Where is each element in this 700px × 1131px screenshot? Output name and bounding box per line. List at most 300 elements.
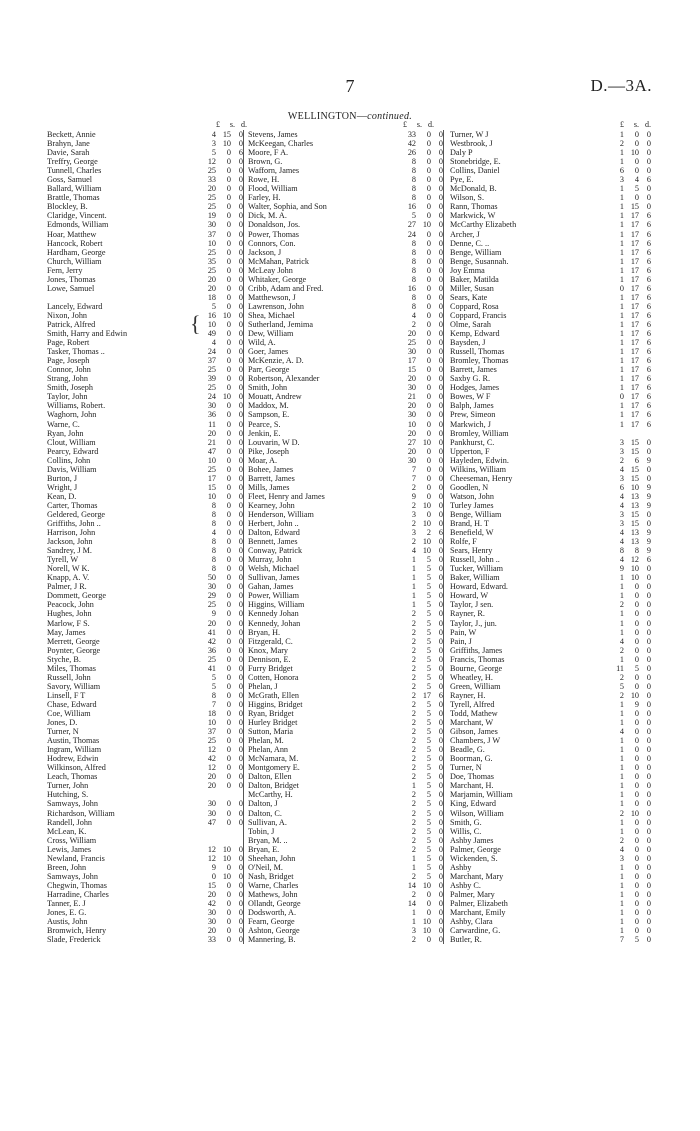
list-item <box>47 456 244 465</box>
entry-amount <box>604 202 651 211</box>
entry-name: Mills, James <box>248 482 290 492</box>
entry-name: Phelan, M. <box>248 736 284 746</box>
pence-value: 0 <box>646 926 651 936</box>
pounds-value: 26 <box>407 148 416 158</box>
pounds-value: 10 <box>207 238 216 248</box>
entry-amount <box>604 691 651 700</box>
shillings-value: 0 <box>226 627 231 637</box>
pence-value: 6 <box>646 256 651 266</box>
shillings-value: 5 <box>426 817 431 827</box>
pounds-value: 4 <box>619 491 624 501</box>
list-item <box>47 872 244 881</box>
shillings-value: 15 <box>222 130 231 139</box>
entry-name: Fleet, Henry and James <box>248 491 325 501</box>
list-item <box>450 582 651 591</box>
pounds-value: 14 <box>407 898 416 908</box>
pence-value: 0 <box>431 239 444 248</box>
shillings-value: 0 <box>226 718 231 728</box>
shillings-value: 0 <box>226 690 231 700</box>
pence-value: 0 <box>646 564 651 574</box>
pence-value: 0 <box>431 420 444 429</box>
list-item <box>248 202 444 211</box>
pounds-value: 2 <box>411 319 416 329</box>
pounds-value: 42 <box>407 139 416 149</box>
pence-value: 0 <box>231 320 244 329</box>
shillings-value: 0 <box>426 401 431 411</box>
list-item <box>47 682 244 691</box>
pence-value: 0 <box>231 682 244 691</box>
list-item <box>450 700 651 709</box>
entry-amount <box>604 248 651 257</box>
entry-amount <box>396 899 444 908</box>
pence-value: 0 <box>231 429 244 438</box>
shillings-value: 0 <box>226 727 231 737</box>
shillings-value: 17 <box>630 229 639 239</box>
shillings-value: 5 <box>426 636 431 646</box>
entry-amount <box>396 184 444 193</box>
shillings-value: 0 <box>634 926 639 936</box>
shillings-value: 17 <box>630 356 639 366</box>
entry-amount <box>604 293 651 302</box>
shillings-value: 10 <box>422 500 431 510</box>
pounds-value: 1 <box>619 826 624 836</box>
pence-value: 0 <box>231 736 244 745</box>
brace-mark: { <box>190 311 201 336</box>
pounds-value: 3 <box>411 926 416 936</box>
pounds-value: 25 <box>207 265 216 275</box>
entry-amount <box>604 383 651 392</box>
entry-amount <box>196 139 244 148</box>
column-4 <box>450 130 651 944</box>
entry-amount <box>196 302 244 311</box>
pence-value: 0 <box>231 582 244 591</box>
list-item <box>47 401 244 410</box>
entry-name: McLeay John <box>248 265 293 275</box>
entry-amount <box>396 329 444 338</box>
pounds-value <box>196 836 216 845</box>
entry-amount <box>396 257 444 266</box>
shillings-value: 4 <box>634 175 639 185</box>
entry-name: Wickenden, S. <box>450 853 498 863</box>
pounds-value: 6 <box>619 482 624 492</box>
pounds-value: 1 <box>619 265 624 275</box>
entry-name: Dalton, J <box>248 799 278 809</box>
entry-name: Stevens, James <box>248 130 298 139</box>
entry-amount <box>196 329 244 338</box>
pounds-value: 1 <box>619 202 624 212</box>
list-item <box>450 790 651 799</box>
entry-amount <box>396 537 444 546</box>
pounds-value: 2 <box>411 790 416 800</box>
pence-value: 6 <box>646 401 651 411</box>
shillings-value: 0 <box>226 338 231 348</box>
entry-amount <box>396 220 444 229</box>
entry-name: Church, William <box>47 256 102 266</box>
pounds-value: 6 <box>619 166 624 176</box>
shillings-value: 13 <box>630 491 639 501</box>
entry-name: Samways, John <box>47 871 98 881</box>
entry-name: Ashby <box>450 862 472 872</box>
entry-name: Farley, H. <box>248 193 281 203</box>
entry-name: Austin, Thomas <box>47 736 100 746</box>
entry-amount <box>396 139 444 148</box>
entry-name: Ashby, Clara <box>450 917 493 927</box>
shillings-value: 17 <box>630 211 639 221</box>
entry-amount <box>196 754 244 763</box>
list-item <box>248 365 444 374</box>
entry-name: Linsell, F T <box>47 690 86 700</box>
shillings-value: 0 <box>226 491 231 501</box>
shillings-value: 0 <box>226 699 231 709</box>
shillings-value: 15 <box>630 202 639 212</box>
shillings-value: 0 <box>226 519 231 529</box>
shillings-value: 5 <box>426 573 431 583</box>
entry-amount <box>604 302 651 311</box>
pounds-value: 33 <box>207 175 216 185</box>
pence-value: 0 <box>231 709 244 718</box>
pounds-value: 5 <box>211 148 216 158</box>
shillings-value: 10 <box>630 564 639 574</box>
pence-value: 0 <box>431 374 444 383</box>
shillings-value: 10 <box>222 139 231 149</box>
pence-header: d. <box>241 120 247 129</box>
pence-value: 0 <box>431 220 444 229</box>
entry-amount <box>196 845 244 854</box>
pounds-value: 1 <box>619 627 624 637</box>
shillings-value: 0 <box>226 908 231 918</box>
pence-value: 0 <box>231 356 244 365</box>
list-item <box>248 799 444 808</box>
pounds-value: 1 <box>619 301 624 311</box>
entry-amount <box>396 718 444 727</box>
shillings-value: 10 <box>222 844 231 854</box>
pence-value: 0 <box>431 275 444 284</box>
pounds-value: 3 <box>619 509 624 519</box>
list-item <box>47 365 244 374</box>
entry-amount <box>396 347 444 356</box>
entry-name: Sandrey, J M. <box>47 546 92 556</box>
pence-value: 0 <box>646 718 651 728</box>
entry-amount <box>604 329 651 338</box>
shillings-value: 0 <box>634 672 639 682</box>
list-item <box>248 420 444 429</box>
list-item <box>450 628 651 637</box>
pence-value: 0 <box>646 519 651 529</box>
shillings-value: 0 <box>226 374 231 384</box>
list-item <box>248 573 444 582</box>
entry-name: Rayner, H. <box>450 690 486 700</box>
entry-amount <box>604 682 651 691</box>
pounds-value: 2 <box>411 672 416 682</box>
pence-value: 0 <box>431 130 444 139</box>
entry-name: Benefield, W <box>450 528 494 538</box>
pounds-value: 1 <box>619 383 624 393</box>
entry-name: Lewis, James <box>47 844 92 854</box>
shillings-value: 17 <box>630 256 639 266</box>
list-item <box>47 420 244 429</box>
entry-amount <box>196 564 244 573</box>
entry-amount <box>396 365 444 374</box>
list-item <box>47 356 244 365</box>
pounds-value: 2 <box>619 835 624 845</box>
pounds-value: 0 <box>619 283 624 293</box>
shillings-value: 12 <box>630 555 639 565</box>
pounds-value <box>196 790 216 799</box>
pounds-value: 1 <box>619 763 624 773</box>
pounds-value: 1 <box>411 908 416 918</box>
entry-amount <box>604 392 651 401</box>
list-item <box>47 383 244 392</box>
list-item <box>450 664 651 673</box>
entry-name: Wild, A. <box>248 338 276 348</box>
pence-value: 0 <box>231 392 244 401</box>
list-item <box>47 257 244 266</box>
entry-amount <box>604 763 651 772</box>
shillings-value: 0 <box>634 582 639 592</box>
list-item <box>450 230 651 239</box>
shillings-value: 10 <box>422 917 431 927</box>
shillings-value: 0 <box>426 898 431 908</box>
pounds-value: 5 <box>211 301 216 311</box>
entry-name: Tyrell, W <box>47 555 79 565</box>
shillings-value: 0 <box>426 356 431 366</box>
pounds-value: 2 <box>411 817 416 827</box>
pounds-value: 8 <box>211 564 216 574</box>
pounds-value: 1 <box>619 817 624 827</box>
entry-name: Miles, Thomas <box>47 663 96 673</box>
list-item <box>248 157 444 166</box>
shillings-value: 0 <box>426 410 431 420</box>
pence-value: 0 <box>431 935 444 944</box>
list-item <box>450 139 651 148</box>
entry-name: Wilson, William <box>450 808 504 818</box>
pence-value: 0 <box>431 157 444 166</box>
entry-amount <box>604 573 651 582</box>
pence-value: 0 <box>231 329 244 338</box>
entry-name: Cribb, Adam and Fred. <box>248 283 324 293</box>
shillings-value: 5 <box>426 781 431 791</box>
entry-amount <box>604 257 651 266</box>
pence-value: 0 <box>431 564 444 573</box>
entry-name: Beckett, Annie <box>47 130 96 139</box>
pence-value: 0 <box>646 148 651 158</box>
shillings-value: 0 <box>634 636 639 646</box>
pence-value: 0 <box>431 248 444 257</box>
entry-name: Parr, George <box>248 365 290 375</box>
entry-amount <box>604 781 651 790</box>
entry-amount <box>196 166 244 175</box>
list-item <box>248 619 444 628</box>
pence-value: 6 <box>646 356 651 366</box>
list-item <box>450 772 651 781</box>
entry-amount <box>196 609 244 618</box>
pounds-value: 20 <box>207 184 216 194</box>
shillings-value: 5 <box>426 654 431 664</box>
pounds-value: 8 <box>411 265 416 275</box>
list-item <box>450 691 651 700</box>
pence-value: 6 <box>646 419 651 429</box>
entry-amount <box>604 700 651 709</box>
pounds-value: 4 <box>211 528 216 538</box>
list-item <box>248 483 444 492</box>
shillings-value: 0 <box>226 618 231 628</box>
entry-name: Brattle, Thomas <box>47 193 100 203</box>
entry-amount <box>396 664 444 673</box>
list-item <box>47 827 244 836</box>
shillings-value: 0 <box>226 175 231 185</box>
entry-name: Chegwin, Thomas <box>47 880 107 890</box>
pence-value: 0 <box>231 799 244 808</box>
entry-amount <box>396 510 444 519</box>
shillings-value: 0 <box>226 609 231 619</box>
shillings-value: 0 <box>426 935 431 945</box>
pounds-value: 1 <box>619 591 624 601</box>
pence-value: 6 <box>646 555 651 565</box>
entry-amount <box>604 863 651 872</box>
list-item <box>47 193 244 202</box>
pence-value: 0 <box>646 817 651 827</box>
shillings-value: 17 <box>630 247 639 257</box>
list-item <box>450 474 651 483</box>
list-item <box>248 609 444 618</box>
entry-amount <box>604 582 651 591</box>
entry-name: Smith, Harry and Edwin <box>47 329 128 339</box>
entry-name: Baker, Matilda <box>450 274 499 284</box>
pence-value: 0 <box>431 754 444 763</box>
entry-name: Dodsworth, A. <box>248 908 296 918</box>
list-item <box>47 573 244 582</box>
list-item <box>450 600 651 609</box>
pounds-value: 25 <box>207 166 216 176</box>
page-code: D.—3A. <box>590 76 652 95</box>
entry-name: Brahyn, Jane <box>47 139 90 149</box>
pence-value: 0 <box>231 818 244 827</box>
entry-name: Power, Thomas <box>248 229 299 239</box>
list-item <box>450 881 651 890</box>
entry-name: Tunnell, Charles <box>47 166 102 176</box>
pence-value: 0 <box>431 139 444 148</box>
entry-amount <box>604 266 651 275</box>
list-item <box>248 682 444 691</box>
entry-name: Claridge, Vincent. <box>47 211 107 221</box>
money-header-col2 <box>387 120 434 130</box>
list-item <box>248 166 444 175</box>
pounds-value: 41 <box>207 663 216 673</box>
list-item <box>248 230 444 239</box>
entry-amount <box>604 320 651 329</box>
shillings-value: 17 <box>630 347 639 357</box>
list-item <box>47 528 244 537</box>
pounds-value: 39 <box>207 374 216 384</box>
entry-name: Jackson, J <box>248 247 282 257</box>
entry-name: Warne, C. <box>47 419 80 429</box>
entry-name: Chase, Edward <box>47 699 97 709</box>
entry-amount <box>396 239 444 248</box>
pence-value: 0 <box>431 845 444 854</box>
shillings-value: 0 <box>634 139 639 149</box>
pence-value: 0 <box>431 736 444 745</box>
heading-continued: continued. <box>367 111 413 122</box>
shillings-value: 5 <box>426 799 431 809</box>
shillings-value: 0 <box>426 889 431 899</box>
shillings-value: 5 <box>426 727 431 737</box>
list-item <box>450 130 651 139</box>
entry-amount <box>396 872 444 881</box>
list-item <box>47 175 244 184</box>
list-item <box>47 836 244 845</box>
pounds-value: 1 <box>411 555 416 565</box>
pounds-value: 1 <box>619 871 624 881</box>
list-item <box>450 447 651 456</box>
entry-amount <box>396 609 444 618</box>
entry-name: McDonald, B. <box>450 184 497 194</box>
pence-value: 0 <box>231 691 244 700</box>
list-item <box>450 166 651 175</box>
entry-name: Benge, Susannah. <box>450 256 509 266</box>
pounds-value: 1 <box>619 718 624 728</box>
pounds-value: 1 <box>411 862 416 872</box>
entry-name: Savory, William <box>47 681 101 691</box>
pence-value: 0 <box>646 582 651 592</box>
pounds-value: 1 <box>619 654 624 664</box>
pence-value: 0 <box>431 591 444 600</box>
pounds-value: 25 <box>407 338 416 348</box>
entry-amount <box>196 474 244 483</box>
pence-value: 0 <box>431 510 444 519</box>
pounds-value: 4 <box>411 546 416 556</box>
entry-name: Howard, Edward. <box>450 582 508 592</box>
pence-value: 0 <box>431 211 444 220</box>
list-item <box>248 872 444 881</box>
pounds-value: 8 <box>411 166 416 176</box>
list-item <box>450 637 651 646</box>
list-item <box>47 293 244 302</box>
entry-name: Randell, John <box>47 817 93 827</box>
pence-value: 0 <box>431 827 444 836</box>
list-item <box>47 447 244 456</box>
pounds-value: 20 <box>407 401 416 411</box>
pence-value: 0 <box>646 763 651 773</box>
entry-name: Waghorn, John <box>47 410 97 420</box>
entry-amount <box>604 809 651 818</box>
entry-amount <box>196 175 244 184</box>
list-item <box>47 718 244 727</box>
entry-name: Styche, B. <box>47 654 81 664</box>
list-item <box>450 673 651 682</box>
list-item <box>450 501 651 510</box>
shillings-value: 0 <box>226 401 231 411</box>
entry-name: Beadle, G. <box>450 745 485 755</box>
entry-name: Bowes, W F <box>450 392 491 402</box>
shillings-value: 5 <box>426 672 431 682</box>
entry-amount <box>196 130 244 139</box>
entry-amount <box>604 790 651 799</box>
pence-value: 0 <box>646 799 651 809</box>
list-item <box>450 546 651 555</box>
shillings-value: 17 <box>630 401 639 411</box>
entry-amount <box>604 745 651 754</box>
entry-name: Butler, R. <box>450 935 482 945</box>
list-item <box>248 700 444 709</box>
shillings-value: 0 <box>426 301 431 311</box>
pence-value <box>231 827 244 836</box>
entry-name: Ashby C. <box>450 880 481 890</box>
list-item <box>450 646 651 655</box>
pence-value: 0 <box>431 166 444 175</box>
list-item <box>248 302 444 311</box>
pence-value: 0 <box>431 818 444 827</box>
entry-amount <box>396 736 444 745</box>
